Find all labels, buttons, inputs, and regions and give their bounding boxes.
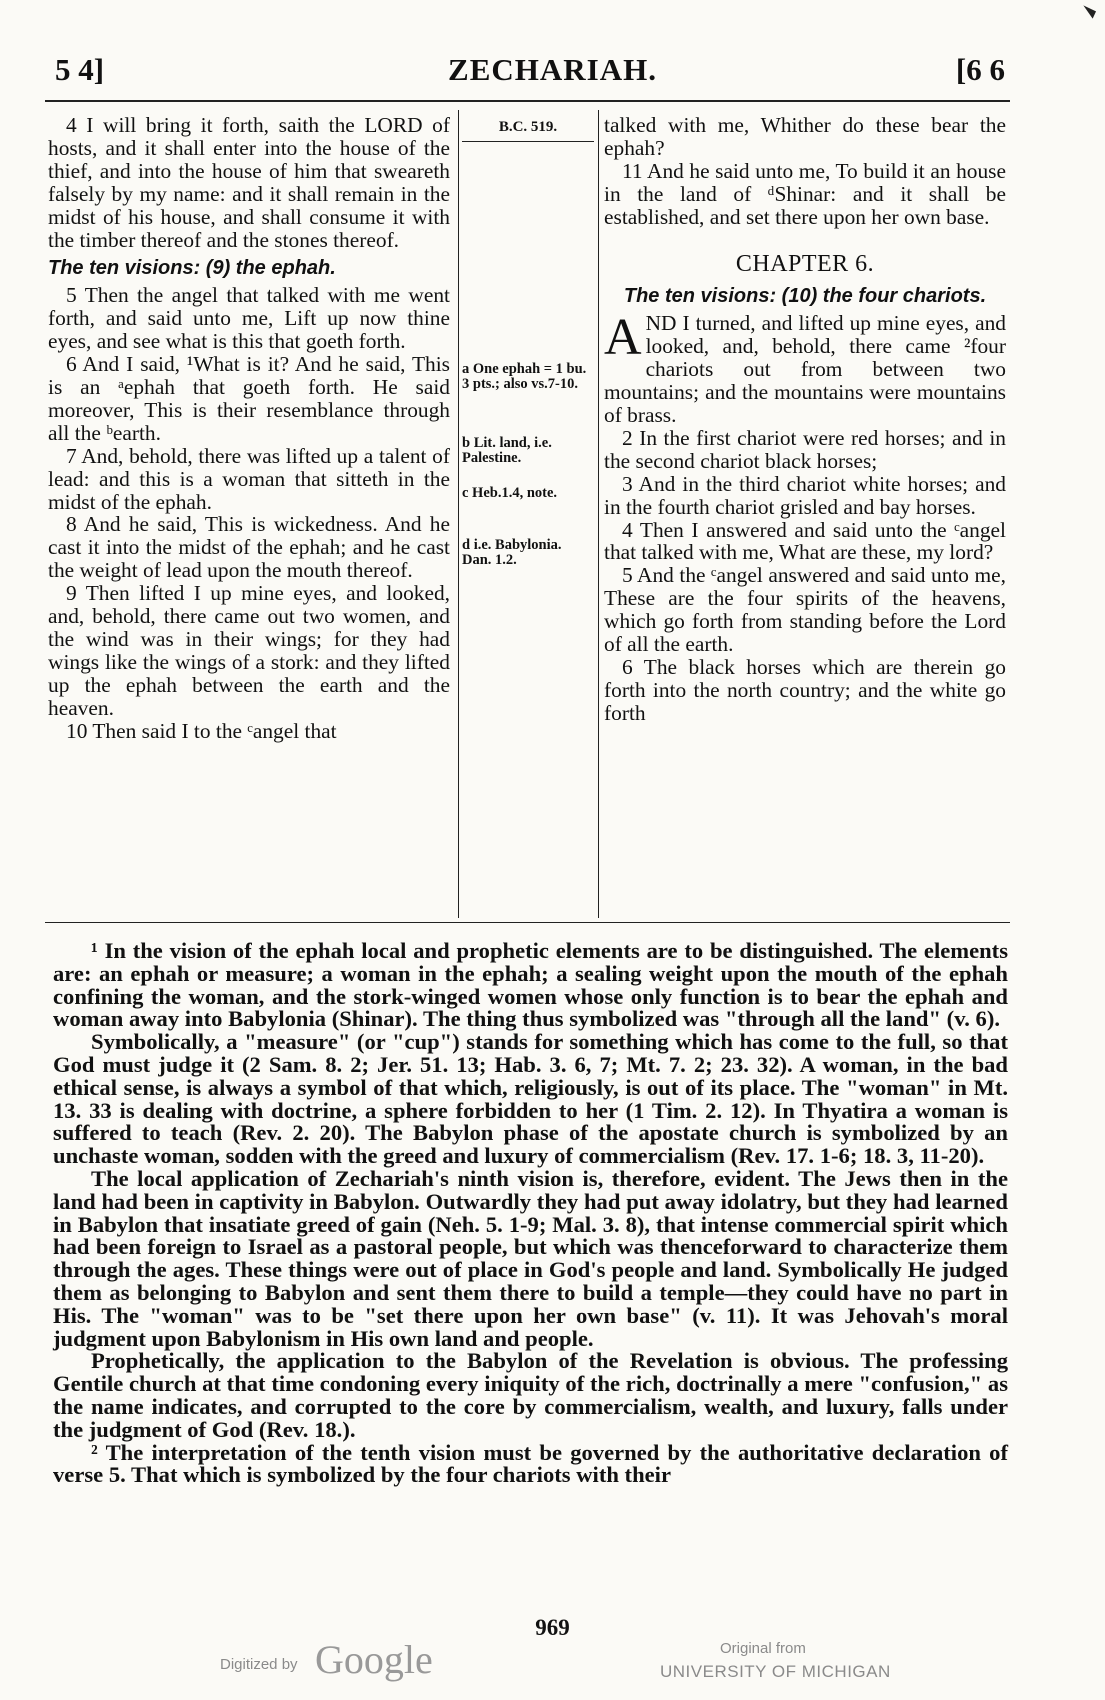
verse-5-6: 6 And I said, ¹What is it? And he said, This is an ᵃephah that goeth forth. He said moreover, This is their resemblance through all the ᵇearth. <box>48 352 450 445</box>
google-logo: Google <box>315 1637 433 1682</box>
verse-6-5: 5 And the ᶜangel answered and said unto me, These are the four spirits of the heavens, which go forth from standing before the Lord of all the earth. <box>604 563 1006 657</box>
drop-cap: A <box>604 309 642 367</box>
chapter-heading: CHAPTER 6. <box>735 250 875 277</box>
margin-note-c: c Heb.1.4, note. <box>462 485 558 501</box>
verse-5-8: 8 And he said, This is wickedness. And he cast it into the midst of the ephah; and he cast the weight of lead upon the mouth thereof. <box>48 512 450 583</box>
footnote-rule <box>45 922 1010 923</box>
verse-5-11: 11 And he said unto me, To build it an house in the land of ᵈShinar: and it shall be established, and set there upon her own base. <box>604 158 1006 229</box>
verse-6-1-text: ND I turned, and lifted up mine eyes, and looked, and, behold, there came ²four chariots out from between two mountains; and the mountains were mountains of brass. <box>604 311 1006 427</box>
footnote-1-local-application: The local application of Zechariah's ninth vision is, therefore, evident. The Jews then in the land had been in captivity in Babylon. Outwardly they had put away idolatry, but they had learned in Babylon that insatiate greed of gain (Neh. 5. 1-9; Mal. 3. 8), that intense commercial spirit which had been foreign to Israel as a pastoral people, but which was thenceforward to characterize them through the ages. These things were out of place in God's people and land. Symbolically He judged them as belonging to Babylon and sent them there to build a temple—they could have no part in His. The "woman" was to be "set there upon her own base" (v. 11). It was Jehovah's moral judgment upon Babylonism in His own land and people. <box>53 1165 1008 1351</box>
page-title: ZECHARIAH. <box>448 52 657 87</box>
digitized-by-label: Digitized by <box>220 1656 298 1673</box>
verse-6-4: 4 Then I answered and said unto the ᶜangel that talked with me, What are these, my lord? <box>604 517 1006 565</box>
column-divider-right <box>598 110 599 918</box>
verse-5-7: 7 And, behold, there was lifted up a talent of lead: and this is a woman that sitteth in the midst of the ephah. <box>48 443 450 514</box>
margin-date: B.C. 519. <box>498 119 558 135</box>
subheading-ephah: The ten visions: (9) the ephah. <box>48 257 336 280</box>
verse-6-6: 6 The black horses which are therein go forth into the north country; and the white go forth <box>604 654 1006 725</box>
verse-6-3: 3 And in the third chariot white horses; and in the fourth chariot grisled and bay horses. <box>604 471 1006 519</box>
original-from-label: Original from <box>720 1640 806 1657</box>
column-divider-left <box>458 110 459 918</box>
footnote-2: ² The interpretation of the tenth vision must be governed by the authoritative declaration of verse 5. That which is symbolized by the four chariots with their <box>53 1439 1008 1488</box>
header-rule <box>45 100 1010 102</box>
verse-5-10: 10 Then said I to the ᶜangel that <box>66 718 337 743</box>
footnote-1-prophetically: Prophetically, the application to the Babylon of the Revelation is obvious. The professing Gentile church at that time condoning every iniquity of the rich, doctrinally a mere "confusion," as the name indicates, and corrupted to the core by commercialism, wealth, and luxury, falls under the judgment of God (Rev. 18.). <box>53 1348 1008 1442</box>
margin-note-d: d i.e. Babylonia. Dan. 1.2. <box>462 537 562 568</box>
right-column <box>604 114 1006 725</box>
margin-note-b: b Lit. land, i.e. Palestine. <box>462 435 552 466</box>
header-right-ref: [6 6 <box>955 52 1005 87</box>
date-rule <box>462 141 594 142</box>
subheading-chariots: The ten visions: (10) the four chariots. <box>623 285 987 308</box>
footnotes <box>53 940 1008 1487</box>
footnote-1-symbolically: Symbolically, a "measure" (or "cup") stands for something which has come to the full, so that God must judge it (2 Sam. 8. 2; Jer. 51. 13; Hab. 3. 6, 7; Mt. 7. 2; 23. 32). A woman, in the bad ethical sense, is always a symbol of that which, religiously, is out of its place. The "woman" in Mt. 13. 33 is dealing with doctrine, a sphere forbidden to her (1 Tim. 2. 12). In Thyatira a woman is suffered to teach (Rev. 2. 20). The Babylon phase of the apostate church is symbolized by an unchaste woman, sodden with the greed and luxury of commercialism (Rev. 17. 1-6; 18. 3, 11-20). <box>53 1029 1008 1169</box>
verse-5-9: 9 Then lifted I up mine eyes, and looked, and, behold, there came out two women, and the wind was in their wings; for they had wings like the wings of a stork: and they lifted up the ephah between the earth and the heaven. <box>48 581 450 720</box>
page-number: 969 <box>535 1615 570 1640</box>
header-left-ref: 5 4] <box>55 52 105 87</box>
verse-5-5: 5 Then the angel that talked with me went forth, and said unto me, Lift up now thine eyes, and see what is this that goeth forth. <box>48 283 450 354</box>
footnote-1: ¹ In the vision of the ephah local and prophetic elements are to be distinguished. The elements are: an ephah or measure; a woman in the ephah; a sealing weight upon the mouth of the ephah confining the woman, and the stork-winged women whose only function is to bear the ephah and woman away into Babylonia (Shinar). The thing thus symbolized was "through all the land" (v. 6). <box>53 938 1008 1032</box>
verse-5-10-continued: talked with me, Whither do these bear the ephah? <box>604 113 1006 160</box>
left-column <box>48 114 450 742</box>
verse-6-1 <box>604 309 1006 427</box>
verse-5-4: 4 I will bring it forth, saith the LORD of hosts, and it shall enter into the house of the thief, and into the house of him that sweareth falsely by my name: and it shall remain in the midst of his house, and shall consume it with the timber thereof and the stones thereof. <box>48 113 450 252</box>
margin-note-a: a One ephah = 1 bu. 3 pts.; also vs.7-10. <box>462 361 587 392</box>
page-corner-mark <box>1080 5 1096 18</box>
verse-6-2: 2 In the first chariot were red horses; and in the second chariot black horses; <box>604 425 1006 473</box>
university-label: UNIVERSITY OF MICHIGAN <box>660 1662 891 1681</box>
